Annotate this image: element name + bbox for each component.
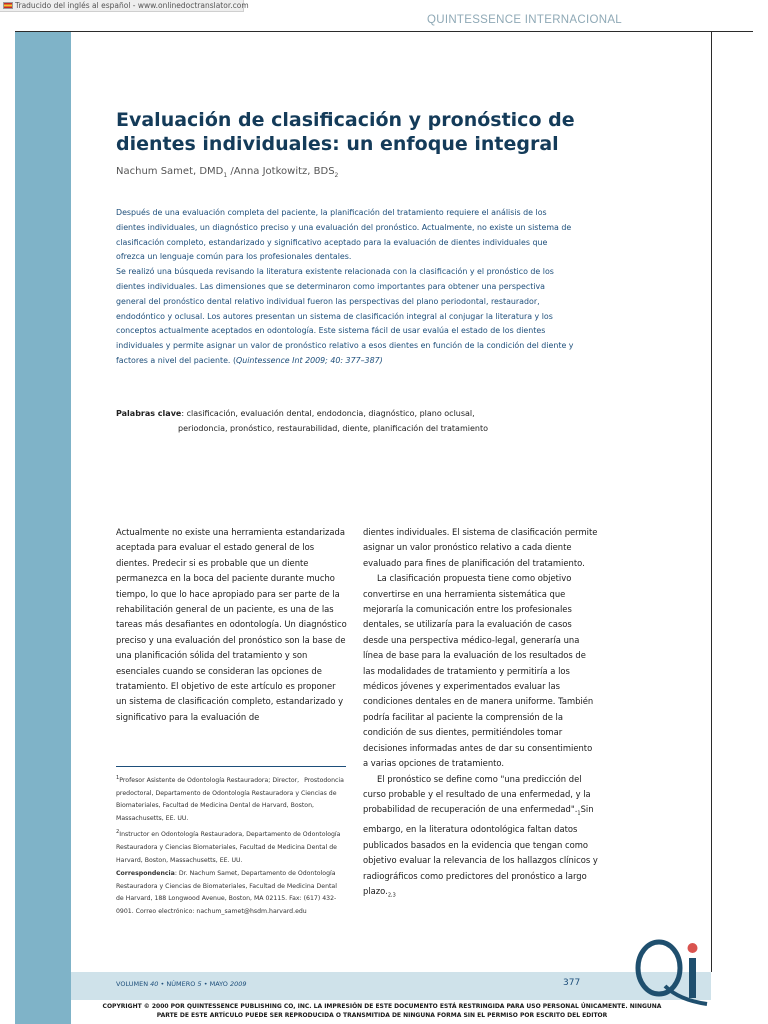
abstract-paragraph-2 [116,265,576,369]
copyright-notice: COPYRIGHT © 2000 POR QUINTESSENCE PUBLISHING CO, INC. LA IMPRESIÓN DE ESTE DOCUMENTO ESTÁ RESTRINGIDA PARA USO PERSONAL ÚNICAMENTE. NINGUNA PARTE DE ESTE ARTÍCULO PUEDE SER REPRODUCIDA O TRANSMITIDA DE NINGUNA FORMA SIN EL PERMISO POR ESCRITO DEL EDITOR [102,1003,662,1019]
body-right-paragraph-1: dientes individuales. El sistema de clasificación permite asignar un valor pronóstico relativo a cada diente evaluado para fines de planificación del tratamiento. [363,527,598,568]
body-column-right [363,525,598,904]
logo-i-stem [689,958,696,998]
logo-i-dot [688,943,698,953]
footnote-2-number: 2 [116,829,120,836]
body-left-paragraph: Actualmente no existe una herramienta estandarizada aceptada para evaluar el estado general de los dientes. Predecir si es probable que un diente permanezca en la boca del paciente durante mucho tiempo, lo que lo hace apropiado para ser parte de la rehabilitación general de un paciente, es una de las tareas más desafiantes en odontología. Un diagnóstico preciso y una evaluación del pronóstico son la base de una planificación sólida del tratamiento y son esenciales cuando se consideran las opciones de tratamiento. El objetivo de este artículo es proponer un sistema de clasificación completo, estandarizado y significativo para la evaluación de [116,527,347,722]
author-2: Anna Jotkowitz, BDS [233,166,335,177]
abstract [116,206,576,369]
author-2-affiliation: 2 [334,172,339,179]
footer-number: 5 [197,980,202,988]
article-title: Evaluación de clasificación y pronóstico de dientes individuales: un enfoque integral [116,109,575,155]
author-1: Nachum Samet, DMD [116,166,224,177]
body-right-paragraph-2: La clasificación propuesta tiene como objetivo convertirse en una herramienta sistemática que mejoraría la comunicación entre los profesionales dentales, se utilizaría para la evaluación de casos desde una perspectiva médico-legal, generaría una línea de base para la evaluación de los resultados de las modalidades de tratamiento y permitiría a los médicos jóvenes y experimentados evaluar las condiciones dentales en de manera uniforme. También podría facilitar al paciente la comprensión de la condición de sus dientes, permitiéndoles tomar decisiones informadas antes de dar su consentimiento a varias opciones de tratamiento. [363,573,594,769]
right-margin-rule [711,32,712,972]
author-1-affiliation: 1 [223,172,228,179]
footnote-1-role: Profesor Asistente de Odontología Restauradora; [119,777,271,785]
keywords-line-2: periodoncia, pronóstico, restaurabilidad, diente, planificación del tratamiento [178,424,488,433]
translator-link[interactable]: Traducido del inglés al español - www.onlinedoctranslator.com [15,1,249,10]
footer-volume-label: VOLUMEN [116,980,149,988]
footer-number-label: • NÚMERO [160,980,196,988]
correspondence-text: : Dr. Nachum Samet, Departamento de Odontología Restauradora y Ciencias de Biomateriales, Facultad de Medicina Dental de Harvard, 188 Longwood Avenue, Boston, MA 02115. Fax: (617) 432-0901. Correo electrónico: nachum_samet@hsdm.harvard.edu [116,870,337,916]
footnote-1-number: 1 [116,775,120,781]
left-color-band [15,32,71,1024]
footnote-rule [116,766,346,767]
translator-flag-icon [3,2,13,9]
footer-year: 2009 [229,980,247,988]
correspondence [116,868,346,918]
footer-issue-info [116,980,247,988]
footnote-2 [116,826,346,867]
reference-1: 1 [577,810,581,817]
keywords [116,406,586,436]
keywords-line-1: : clasificación, evaluación dental, endodoncia, diagnóstico, plano oclusal, [181,409,475,418]
abstract-citation: Quintessence Int 2009; 40: 377–387) [236,355,383,365]
author-separator: / [227,166,234,177]
abstract-paragraph-1: Después de una evaluación completa del paciente, la planificación del tratamiento requiere el análisis de los dientes individuales, un diagnóstico preciso y una evaluación del pronóstico. Actualmente, no existe un sistema de clasificación completo, estandarizado y significativo aceptado para la evaluación de dientes individuales que ofrezca un lenguaje común para los profesionales dentales. [116,208,572,262]
correspondence-label: Correspondencia [116,870,175,878]
footnote-2-text: Instructor en Odontología Restauradora, Departamento de Odontología Restauradora y Ciencias Biomateriales, Facultad de Medicina Dental de Harvard, Boston, Massachusetts, EE. UU. [116,831,341,864]
body-right-paragraph-3 [363,772,598,905]
journal-header: QUINTESSENCE INTERNACIONAL [426,14,622,26]
footer-volume: 40 [150,980,159,988]
keywords-label: Palabras clave [116,409,182,418]
header-divider [15,31,753,32]
page-number: 377 [563,978,581,988]
footnote-1 [116,772,346,825]
quintessence-qi-logo-icon [635,934,715,1008]
article-authors [116,166,338,179]
footnote-1-rest: Prostodoncia predoctoral, Departamento de Odontología Restauradora y Ciencias de Biomateriales, Facultad de Medicina Dental de Harvard, Boston, Massachusetts, EE. UU. [116,777,344,822]
footnotes [116,772,346,920]
footnote-1-director: Director, [272,777,300,785]
body-right-paragraph-3-cont: Sin embargo, en la literatura odontológica faltan datos publicados basados en la evidencia que tengan como objetivo evaluar la relevancia de los hallazgos clínicos y radiográficos como predictores del pronóstico a largo plazo. [363,804,598,897]
logo-q-ring [638,942,680,994]
footer-date-label: • MAYO [203,980,228,988]
reference-2-3: 2,3 [387,892,396,899]
body-right-paragraph-3-text: El pronóstico se define como "una predicción del curso probable y el resultado de una enfermedad, y la probabilidad de recuperación de una enfermedad". [363,773,591,815]
abstract-paragraph-2-text: Se realizó una búsqueda revisando la literatura existente relacionada con la clasificación y el pronóstico de los dientes individuales. Las dimensiones que se determinaron como importantes para obtener una perspectiva general del pronóstico dental relativo individual fueron las perspectivas del plano periodontal, restaurador, endodóntico y oclusal. Los autores presentan un sistema de clasificación integral al conjugar la literatura y los conceptos actualmente aceptados en odontología. Este sistema fácil de usar evalúa el estado de los dientes individuales y permite asignar un valor de pronóstico relativo a esos dientes en función de la condición del diente y factores a nivel del paciente. ( [116,267,574,365]
body-column-left [116,525,348,725]
translator-bar[interactable] [0,0,249,12]
